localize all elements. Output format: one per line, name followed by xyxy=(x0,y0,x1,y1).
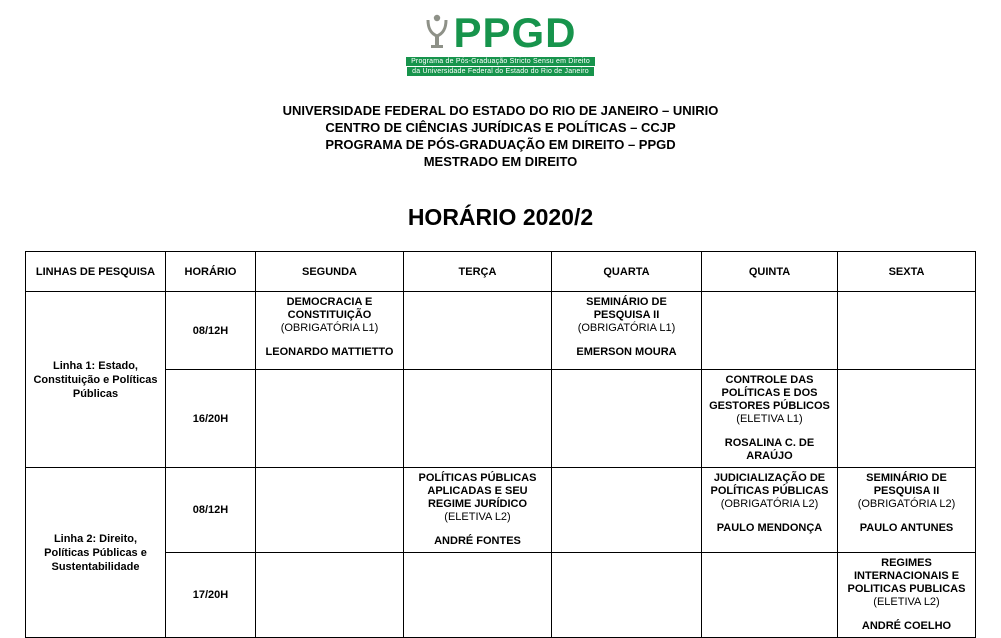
table-row xyxy=(26,553,976,638)
course-title: JUDICIALIZAÇÃO DE POLÍTICAS PÚBLICAS xyxy=(710,472,829,497)
course-professor: ANDRÉ FONTES xyxy=(434,535,521,547)
course-cell-quarta xyxy=(552,292,702,370)
col-header-terca: TERÇA xyxy=(404,252,552,292)
table-row xyxy=(26,292,976,370)
course-cell-quarta xyxy=(552,370,702,468)
ppgd-logo-tagline xyxy=(0,57,1001,76)
course-cell-quinta xyxy=(702,370,838,468)
course-cell-quarta xyxy=(552,553,702,638)
course-note: (OBRIGATÓRIA L2) xyxy=(857,498,956,510)
header-university: UNIVERSIDADE FEDERAL DO ESTADO DO RIO DE JANEIRO – UNIRIO xyxy=(282,103,719,118)
course-cell-segunda xyxy=(256,553,404,638)
course-title: DEMOCRACIA E CONSTITUIÇÃO xyxy=(286,296,373,321)
course-cell-sexta xyxy=(838,370,976,468)
course-note: (OBRIGATÓRIA L2) xyxy=(720,498,819,510)
course-cell-segunda xyxy=(256,468,404,553)
ppgd-logo-text: PPGD xyxy=(453,9,577,56)
ppgd-torch-icon xyxy=(424,13,450,54)
course-title: CONTROLE DAS POLÍTICAS E DOS GESTORES PÚBLICOS xyxy=(709,374,830,412)
ppgd-logo xyxy=(0,0,1001,76)
course-cell-quinta xyxy=(702,292,838,370)
course-cell-segunda xyxy=(256,292,404,370)
page-title: HORÁRIO 2020/2 xyxy=(407,204,594,230)
course-cell-terca xyxy=(404,370,552,468)
linha-1-cell: Linha 1: Estado, Constituição e Políticas Públicas xyxy=(26,292,166,468)
col-header-segunda: SEGUNDA xyxy=(256,252,404,292)
header-program: PROGRAMA DE PÓS-GRADUAÇÃO EM DIREITO – PPGD xyxy=(325,137,676,152)
course-note: (OBRIGATÓRIA L1) xyxy=(280,322,379,334)
horario-cell: 08/12H xyxy=(166,292,256,370)
ppgd-logo-row xyxy=(0,9,1001,56)
course-note: (ELETIVA L1) xyxy=(736,413,803,425)
col-header-horario: HORÁRIO xyxy=(166,252,256,292)
document-header xyxy=(0,102,1001,170)
tagline-line-1: Programa de Pós-Graduação Stricto Sensu em Direito xyxy=(406,57,595,66)
tagline-line-2: da Universidade Federal do Estado do Rio de Janeiro xyxy=(407,67,594,76)
course-note: (OBRIGATÓRIA L1) xyxy=(577,322,676,334)
course-cell-terca xyxy=(404,292,552,370)
course-cell-quinta xyxy=(702,468,838,553)
course-cell-sexta xyxy=(838,292,976,370)
horario-cell: 08/12H xyxy=(166,468,256,553)
course-professor: PAULO MENDONÇA xyxy=(716,522,823,534)
schedule-table xyxy=(25,251,976,638)
col-header-quarta: QUARTA xyxy=(552,252,702,292)
course-professor: EMERSON MOURA xyxy=(576,346,677,358)
table-row xyxy=(26,468,976,553)
course-professor: LEONARDO MATTIETTO xyxy=(265,346,394,358)
course-note: (ELETIVA L2) xyxy=(873,596,940,608)
course-cell-quarta xyxy=(552,468,702,553)
col-header-linhas: LINHAS DE PESQUISA xyxy=(26,252,166,292)
horario-cell: 16/20H xyxy=(166,370,256,468)
linha-2-cell: Linha 2: Direito, Políticas Públicas e Sustentabilidade xyxy=(26,468,166,638)
course-cell-quinta xyxy=(702,553,838,638)
course-cell-terca xyxy=(404,553,552,638)
course-title: REGIMES INTERNACIONAIS E POLITICAS PUBLICAS xyxy=(847,557,966,595)
course-title: POLÍTICAS PÚBLICAS APLICADAS E SEU REGIME JURÍDICO xyxy=(418,472,537,510)
header-center: CENTRO DE CIÊNCIAS JURÍDICAS E POLÍTICAS – CCJP xyxy=(325,120,676,135)
course-title: SEMINÁRIO DE PESQUISA II xyxy=(866,472,947,497)
table-header-row xyxy=(26,252,976,292)
course-cell-segunda xyxy=(256,370,404,468)
header-degree: MESTRADO EM DIREITO xyxy=(423,154,578,169)
col-header-sexta: SEXTA xyxy=(838,252,976,292)
course-professor: PAULO ANTUNES xyxy=(859,522,954,534)
course-professor: ANDRÉ COELHO xyxy=(861,620,952,632)
col-header-quinta: QUINTA xyxy=(702,252,838,292)
course-cell-sexta xyxy=(838,468,976,553)
course-cell-sexta xyxy=(838,553,976,638)
horario-cell: 17/20H xyxy=(166,553,256,638)
course-cell-terca xyxy=(404,468,552,553)
course-note: (ELETIVA L2) xyxy=(444,511,511,523)
table-row xyxy=(26,370,976,468)
course-professor: ROSALINA C. DE ARAÚJO xyxy=(724,437,815,462)
course-title: SEMINÁRIO DE PESQUISA II xyxy=(586,296,667,321)
